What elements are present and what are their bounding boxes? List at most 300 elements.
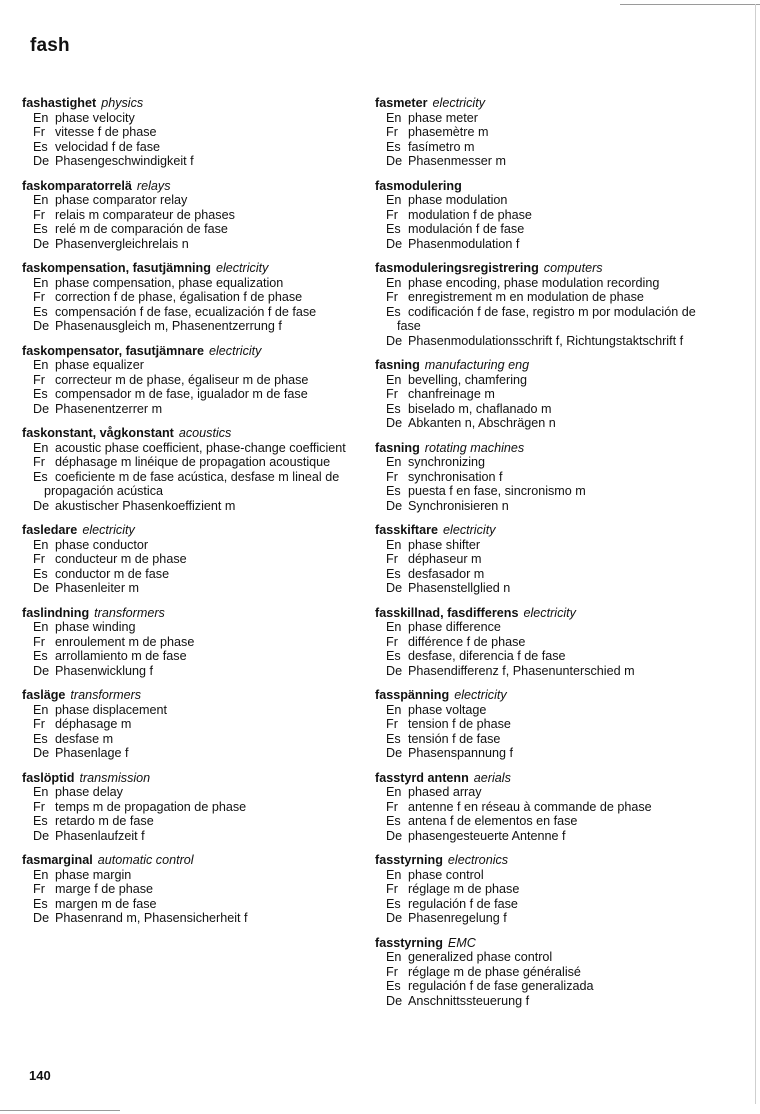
- language-code: De: [33, 581, 50, 595]
- language-code: En: [33, 358, 49, 372]
- translation-line: [386, 800, 715, 815]
- translation-line: [386, 620, 715, 635]
- entry-domain: electricity: [523, 605, 576, 620]
- entry-term: fasmarginal: [22, 853, 93, 867]
- translation-text: Phasenrand m, Phasensicherheit f: [55, 911, 248, 925]
- language-code: Fr: [33, 552, 45, 566]
- translation-text: phase delay: [55, 785, 123, 799]
- translation-line: [386, 732, 715, 747]
- language-code: Fr: [386, 125, 398, 139]
- entry-term: fasskiftare: [375, 523, 439, 537]
- translation-text: correcteur m de phase, égaliseur m de phase: [55, 372, 309, 387]
- entry-domain: automatic control: [97, 853, 194, 867]
- entry-term: fasskillnad, fasdifferens: [375, 605, 519, 620]
- entry-headword-line: [375, 523, 715, 538]
- entry-headword-line: [22, 688, 367, 703]
- translation-text: biselado m, chaflanado m: [408, 401, 552, 416]
- translation-text: conducteur m de phase: [55, 552, 187, 566]
- language-code: En: [33, 537, 49, 552]
- entry-term: fasning: [375, 440, 420, 455]
- entry-headword-line: [375, 441, 715, 456]
- translation-text: acoustic phase coefficient, phase-change coefficient: [55, 440, 346, 455]
- dictionary-entry: [375, 853, 715, 926]
- language-code: De: [386, 581, 403, 595]
- translation-line: [33, 649, 367, 664]
- entry-headword-line: [375, 853, 715, 868]
- translation-text: déphasage m: [55, 717, 132, 731]
- translation-line: [386, 882, 715, 897]
- dictionary-entry: [22, 853, 367, 926]
- entry-domain: rotating machines: [424, 440, 525, 455]
- translation-line: [33, 746, 367, 761]
- translation-text: chanfreinage m: [408, 387, 495, 401]
- translation-line: [386, 499, 715, 514]
- dictionary-entry: [22, 606, 367, 679]
- translation-text: marge f de phase: [55, 882, 154, 896]
- entry-headword-line: [22, 853, 367, 868]
- language-code: De: [33, 154, 50, 168]
- translation-text: synchronizing: [408, 455, 486, 469]
- language-code: De: [386, 746, 403, 760]
- translation-text: Phasenmodulationsschrift f, Richtungstaktschrift f: [408, 333, 684, 348]
- translation-line: [33, 276, 367, 291]
- language-code: Es: [386, 401, 401, 416]
- language-code: Es: [386, 139, 401, 154]
- language-code: En: [33, 702, 49, 717]
- translation-line: [33, 470, 367, 499]
- language-code: Fr: [33, 634, 45, 649]
- translation-text: phase conductor: [55, 537, 149, 552]
- entry-term: fasläge: [22, 688, 66, 702]
- translation-text: coeficiente m de fase acústica, desfase m lineal de propagación acústica: [44, 469, 340, 498]
- translation-text: antena f de elementos en fase: [408, 814, 578, 828]
- entry-domain: transmission: [79, 770, 151, 785]
- translation-text: phasengesteuerte Antenne f: [408, 828, 566, 843]
- dictionary-entry: [375, 688, 715, 761]
- entry-term: fasstyrd antenn: [375, 770, 469, 785]
- language-code: Es: [386, 649, 401, 663]
- language-code: Fr: [33, 372, 45, 387]
- translation-text: réglage m de phase: [408, 882, 520, 896]
- translation-line: [33, 125, 367, 140]
- entry-headword-line: [375, 771, 715, 786]
- translation-line: [386, 703, 715, 718]
- translation-line: [386, 373, 715, 388]
- translation-line: [33, 703, 367, 718]
- language-code: Fr: [386, 634, 398, 649]
- language-code: Es: [386, 979, 401, 993]
- entry-headword-line: [22, 426, 367, 441]
- translation-line: [386, 140, 715, 155]
- translation-text: Phasenlaufzeit f: [55, 828, 145, 843]
- translation-line: [33, 140, 367, 155]
- language-code: De: [33, 663, 50, 678]
- page-number: 140: [29, 1068, 51, 1083]
- translation-text: enregistrement m en modulation de phase: [408, 290, 644, 304]
- entry-headword-line: [22, 606, 367, 621]
- translation-line: [33, 868, 367, 883]
- language-code: Es: [33, 814, 48, 828]
- dictionary-entry: [375, 606, 715, 679]
- translation-text: vitesse f de phase: [55, 125, 157, 139]
- translation-text: enroulement m de phase: [55, 634, 195, 649]
- translation-text: Phasenausgleich m, Phasenentzerrung f: [55, 319, 282, 333]
- translation-line: [33, 538, 367, 553]
- translation-line: [386, 994, 715, 1009]
- translation-line: [33, 111, 367, 126]
- translation-text: phased array: [408, 785, 482, 799]
- translation-line: [386, 829, 715, 844]
- dictionary-entry: [22, 179, 367, 252]
- language-code: Es: [386, 222, 401, 236]
- entry-term: fasmoduleringsregistrering: [375, 261, 539, 275]
- entry-domain: manufacturing eng: [424, 358, 530, 372]
- translation-text: Synchronisieren n: [408, 498, 509, 513]
- language-code: Es: [33, 139, 48, 154]
- entry-headword-line: [375, 688, 715, 703]
- translation-text: Phasenvergleichrelais n: [55, 236, 189, 251]
- language-code: En: [33, 110, 49, 125]
- language-code: De: [386, 828, 403, 843]
- entry-term: fasstyrning: [375, 935, 443, 950]
- translation-text: phase displacement: [55, 702, 168, 717]
- translation-line: [33, 193, 367, 208]
- translation-line: [33, 237, 367, 252]
- translation-text: desfasador m: [408, 566, 485, 581]
- entry-term: fasmodulering: [375, 178, 462, 193]
- entry-domain: electronics: [447, 853, 509, 867]
- translation-line: [33, 814, 367, 829]
- language-code: Es: [33, 304, 48, 319]
- language-code: De: [386, 498, 403, 513]
- entry-term: faskonstant, vågkonstant: [22, 426, 174, 440]
- dictionary-entry: [375, 936, 715, 1009]
- language-code: En: [386, 537, 402, 552]
- translation-text: Phasenlage f: [55, 746, 129, 760]
- language-code: Fr: [386, 882, 398, 896]
- translation-line: [33, 358, 367, 373]
- translation-line: [33, 222, 367, 237]
- language-code: Es: [33, 649, 48, 663]
- language-code: Fr: [386, 387, 398, 401]
- translation-text: phase control: [408, 867, 484, 882]
- translation-text: desfase m: [55, 731, 114, 746]
- language-code: De: [33, 746, 50, 760]
- entry-headword-line: [375, 358, 715, 373]
- translation-line: [33, 620, 367, 635]
- language-code: En: [33, 275, 49, 290]
- translation-line: [33, 911, 367, 926]
- entry-domain: electricity: [454, 688, 507, 702]
- language-code: Es: [33, 566, 48, 581]
- translation-text: Phasenregelung f: [408, 911, 507, 925]
- entry-domain: acoustics: [178, 426, 232, 440]
- translation-text: puesta f en fase, sincronismo m: [408, 484, 586, 498]
- language-code: En: [386, 867, 402, 882]
- language-code: De: [386, 663, 403, 678]
- entry-domain: physics: [101, 96, 144, 110]
- entry-term: fasspänning: [375, 688, 450, 702]
- translation-text: phasemètre m: [408, 125, 489, 139]
- translation-line: [386, 125, 715, 140]
- language-code: Fr: [386, 552, 398, 566]
- language-code: Es: [386, 484, 401, 498]
- translation-text: fasímetro m: [408, 139, 475, 154]
- translation-text: compensación f de fase, ecualización f de fase: [55, 304, 317, 319]
- language-code: Fr: [33, 717, 45, 731]
- translation-text: arrollamiento m de fase: [55, 649, 187, 663]
- entry-term: fasmeter: [375, 96, 428, 110]
- translation-text: conductor m de fase: [55, 566, 170, 581]
- translation-text: phase meter: [408, 110, 479, 125]
- entry-domain: electricity: [208, 343, 262, 358]
- translation-text: Phasenleiter m: [55, 581, 139, 595]
- language-code: Fr: [33, 455, 45, 469]
- translation-text: phase difference: [408, 620, 501, 634]
- translation-line: [386, 567, 715, 582]
- translation-text: phase encoding, phase modulation recording: [408, 275, 660, 290]
- language-code: De: [386, 236, 403, 251]
- entry-term: faskomparatorrelä: [22, 178, 132, 193]
- translation-line: [33, 441, 367, 456]
- translation-text: synchronisation f: [408, 469, 503, 484]
- translation-text: phase winding: [55, 620, 136, 634]
- translation-text: retardo m de fase: [55, 814, 154, 828]
- entry-headword-line: [22, 96, 367, 111]
- translation-text: correction f de phase, égalisation f de phase: [55, 290, 303, 304]
- translation-line: [386, 649, 715, 664]
- language-code: De: [33, 828, 50, 843]
- top-rule: [620, 4, 760, 5]
- dictionary-entry: [22, 261, 367, 334]
- translation-line: [386, 868, 715, 883]
- translation-text: Phasenstellglied n: [408, 581, 511, 595]
- translation-text: relé m de comparación de fase: [55, 222, 228, 236]
- language-code: En: [33, 440, 49, 455]
- dictionary-entry: [375, 523, 715, 596]
- translation-text: regulación f de fase: [408, 896, 518, 911]
- language-code: De: [386, 333, 403, 348]
- translation-line: [33, 154, 367, 169]
- language-code: Es: [33, 469, 48, 484]
- translation-line: [386, 965, 715, 980]
- translation-line: [33, 581, 367, 596]
- left-column: [22, 96, 367, 936]
- translation-text: Anschnittssteuerung f: [408, 993, 530, 1008]
- translation-line: [386, 387, 715, 402]
- translation-text: Abkanten n, Abschrägen n: [408, 416, 556, 430]
- translation-text: phase equalizer: [55, 358, 144, 372]
- language-code: Fr: [386, 290, 398, 304]
- translation-text: Phasengeschwindigkeit f: [55, 154, 194, 168]
- translation-line: [33, 499, 367, 514]
- language-code: Es: [386, 731, 401, 746]
- language-code: En: [386, 372, 402, 387]
- language-code: De: [33, 911, 50, 925]
- bottom-rule: [0, 1110, 120, 1111]
- translation-line: [33, 800, 367, 815]
- translation-text: tension f de phase: [408, 717, 511, 731]
- translation-text: phase voltage: [408, 702, 487, 717]
- dictionary-entry: [375, 96, 715, 169]
- translation-line: [386, 484, 715, 499]
- translation-line: [386, 552, 715, 567]
- language-code: En: [386, 785, 402, 799]
- entry-domain: aerials: [473, 770, 511, 785]
- entry-term: fasning: [375, 358, 420, 372]
- translation-line: [386, 717, 715, 732]
- translation-text: desfase, diferencia f de fase: [408, 649, 566, 663]
- language-code: De: [386, 993, 403, 1008]
- language-code: De: [33, 319, 50, 333]
- language-code: En: [386, 110, 402, 125]
- translation-line: [33, 402, 367, 417]
- language-code: Fr: [386, 469, 398, 484]
- translation-text: phase comparator relay: [55, 193, 188, 207]
- right-edge-rule: [755, 4, 756, 1104]
- translation-line: [386, 911, 715, 926]
- translation-text: Phasenmodulation f: [408, 236, 520, 251]
- language-code: Es: [386, 814, 401, 828]
- translation-line: [33, 319, 367, 334]
- translation-text: antenne f en réseau à commande de phase: [408, 799, 652, 814]
- right-column: [375, 96, 715, 1018]
- translation-text: margen m de fase: [55, 896, 157, 911]
- translation-line: [33, 897, 367, 912]
- translation-text: velocidad f de fase: [55, 139, 161, 154]
- entry-headword-line: [375, 261, 715, 276]
- entry-headword-line: [375, 179, 715, 194]
- language-code: Fr: [386, 207, 398, 222]
- translation-text: regulación f de fase generalizada: [408, 979, 594, 993]
- translation-line: [386, 402, 715, 417]
- translation-line: [33, 829, 367, 844]
- translation-line: [386, 581, 715, 596]
- translation-line: [386, 276, 715, 291]
- entry-domain: transformers: [70, 688, 142, 702]
- translation-line: [33, 785, 367, 800]
- language-code: Es: [33, 731, 48, 746]
- translation-line: [33, 732, 367, 747]
- dictionary-entry: [375, 771, 715, 844]
- entry-headword-line: [22, 344, 367, 359]
- entry-headword-line: [22, 523, 367, 538]
- dictionary-entry: [22, 771, 367, 844]
- dictionary-entry: [375, 441, 715, 514]
- language-code: Fr: [33, 125, 45, 139]
- language-code: De: [33, 498, 50, 513]
- translation-text: temps m de propagation de phase: [55, 799, 247, 814]
- translation-line: [33, 305, 367, 320]
- language-code: Fr: [386, 964, 398, 979]
- entry-term: fasstyrning: [375, 853, 443, 867]
- translation-text: Phasenmesser m: [408, 154, 506, 168]
- dictionary-entry: [22, 426, 367, 513]
- entry-headword-line: [22, 261, 367, 276]
- entry-term: fasledare: [22, 523, 78, 537]
- translation-line: [386, 237, 715, 252]
- language-code: En: [386, 193, 402, 207]
- language-code: En: [33, 193, 49, 207]
- entry-domain: electricity: [215, 261, 269, 275]
- translation-line: [386, 154, 715, 169]
- entry-term: faskompensator, fasutjämnare: [22, 343, 204, 358]
- entry-headword-line: [375, 96, 715, 111]
- language-code: Fr: [386, 717, 398, 731]
- translation-line: [386, 664, 715, 679]
- translation-line: [33, 717, 367, 732]
- language-code: Fr: [33, 882, 45, 896]
- translation-text: codificación f de fase, registro m por modulación de fase: [397, 304, 696, 333]
- translation-line: [386, 950, 715, 965]
- entry-headword-line: [375, 606, 715, 621]
- translation-line: [386, 305, 715, 334]
- translation-text: Phasendifferenz f, Phasenunterschied m: [408, 663, 635, 678]
- translation-line: [386, 455, 715, 470]
- entry-headword-line: [375, 936, 715, 951]
- translation-line: [386, 470, 715, 485]
- language-code: Es: [386, 896, 401, 911]
- entry-headword-line: [22, 179, 367, 194]
- translation-line: [33, 208, 367, 223]
- translation-line: [33, 290, 367, 305]
- language-code: Es: [33, 387, 48, 401]
- language-code: De: [33, 401, 50, 416]
- translation-line: [386, 814, 715, 829]
- language-code: De: [386, 154, 403, 168]
- translation-text: réglage m de phase généralisé: [408, 964, 581, 979]
- entry-domain: electricity: [443, 523, 496, 537]
- dictionary-entry: [375, 358, 715, 431]
- translation-line: [386, 746, 715, 761]
- dictionary-entry: [22, 344, 367, 417]
- translation-text: modulación f de fase: [408, 222, 525, 236]
- language-code: En: [386, 620, 402, 634]
- dictionary-entry: [22, 96, 367, 169]
- language-code: Fr: [33, 207, 45, 222]
- language-code: Fr: [33, 290, 45, 304]
- translation-text: déphaseur m: [408, 552, 482, 566]
- dictionary-entry: [22, 688, 367, 761]
- dictionary-entry: [22, 523, 367, 596]
- translation-line: [33, 552, 367, 567]
- translation-line: [386, 785, 715, 800]
- entry-term: faslindning: [22, 605, 90, 620]
- translation-line: [386, 222, 715, 237]
- translation-line: [33, 373, 367, 388]
- translation-text: Phasenwicklung f: [55, 663, 154, 678]
- translation-text: phase margin: [55, 867, 132, 882]
- language-code: Fr: [386, 799, 398, 814]
- translation-line: [386, 193, 715, 208]
- language-code: Es: [33, 222, 48, 236]
- translation-text: modulation f de phase: [408, 207, 532, 222]
- translation-line: [386, 416, 715, 431]
- language-code: En: [33, 620, 49, 634]
- language-code: En: [33, 785, 49, 799]
- language-code: De: [386, 911, 403, 925]
- translation-text: bevelling, chamfering: [408, 372, 528, 387]
- language-code: Es: [386, 566, 401, 581]
- translation-text: Phasenspannung f: [408, 746, 514, 760]
- language-code: Es: [33, 896, 48, 911]
- translation-line: [33, 387, 367, 402]
- translation-line: [386, 979, 715, 994]
- entry-domain: electricity: [82, 523, 135, 537]
- translation-line: [386, 897, 715, 912]
- entry-domain: electricity: [432, 96, 485, 110]
- language-code: En: [33, 867, 49, 882]
